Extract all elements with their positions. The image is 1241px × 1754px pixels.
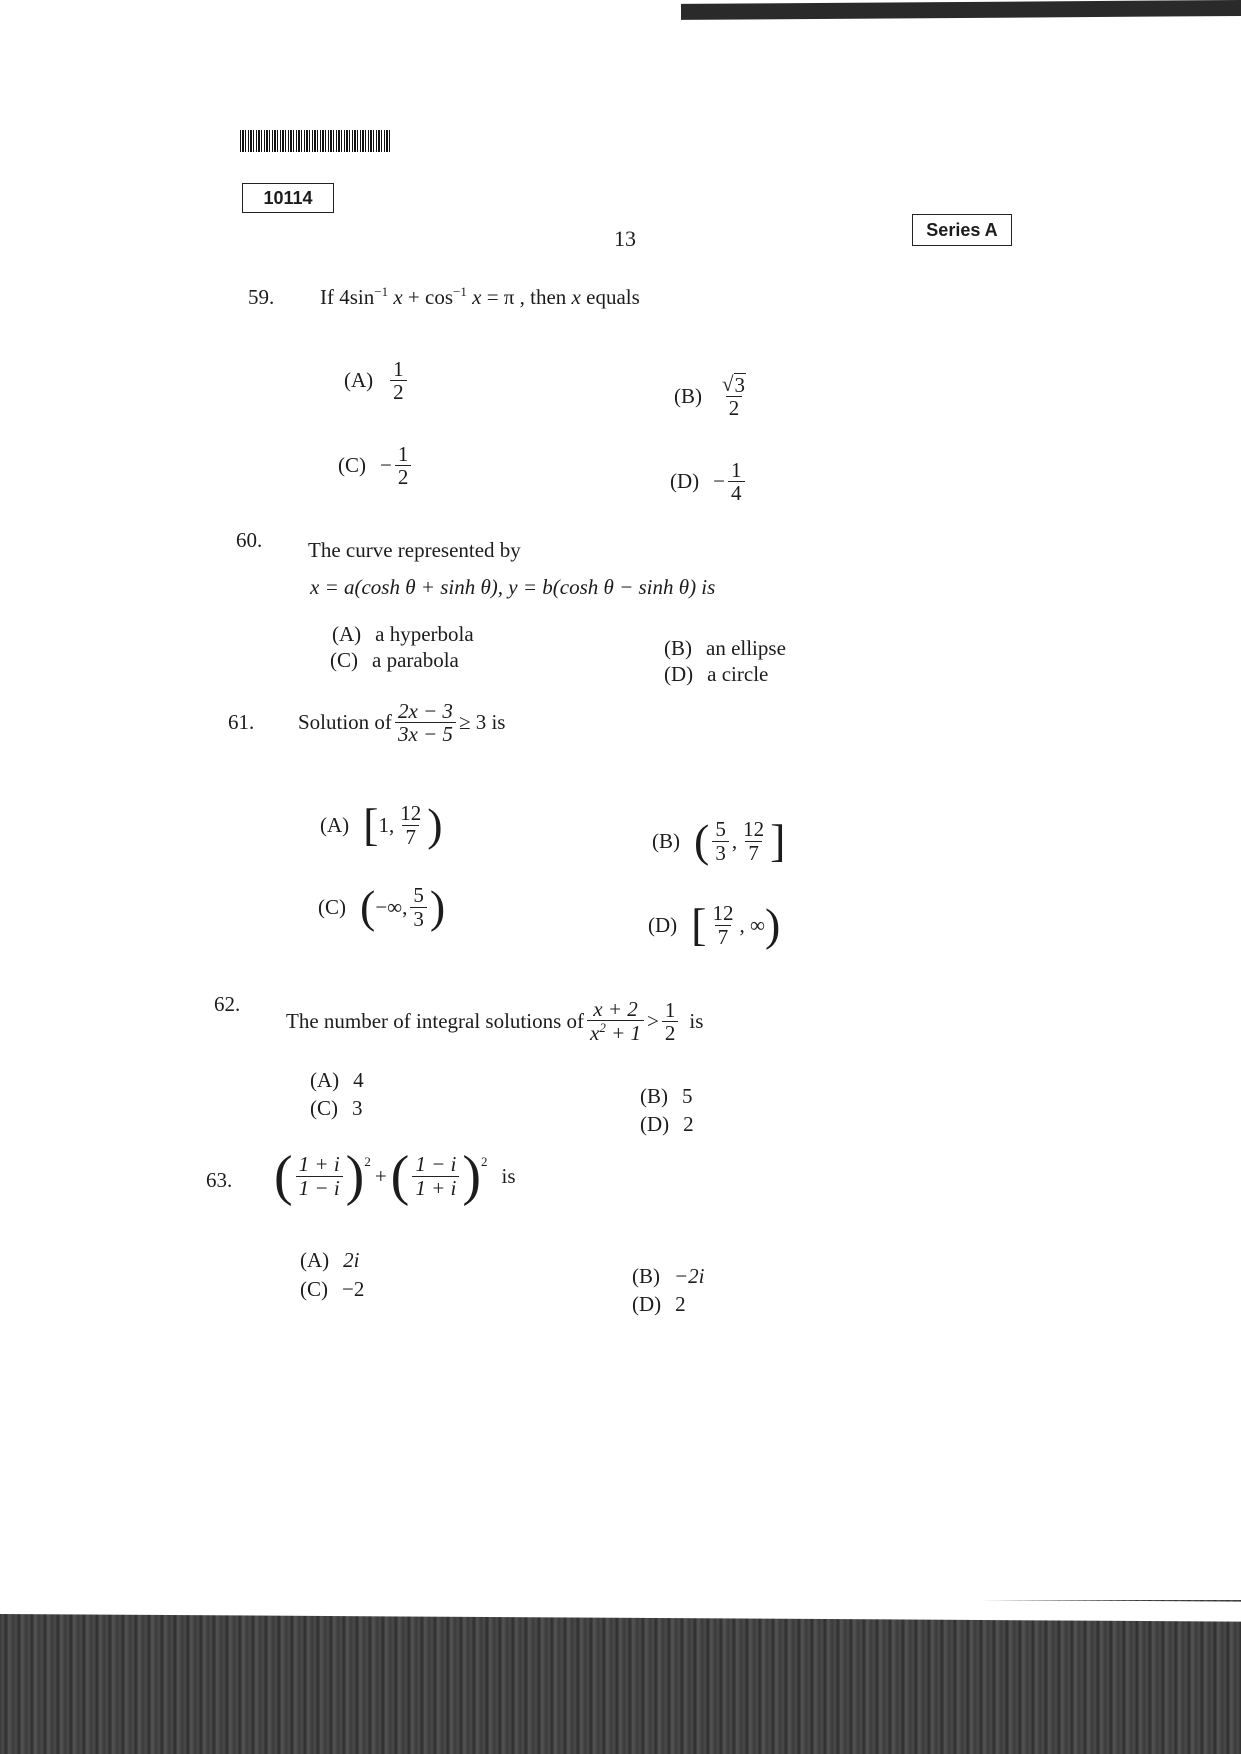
question-text-line1: The curve represented by (308, 538, 521, 562)
option-c[interactable] (318, 881, 446, 932)
fraction (395, 700, 456, 745)
option-c[interactable] (330, 648, 459, 673)
fraction (395, 443, 412, 488)
numerator: 5 (715, 817, 726, 842)
denominator (587, 1020, 644, 1044)
fraction (587, 998, 644, 1044)
separator: , (731, 828, 738, 853)
plus-sign: + (374, 1163, 387, 1188)
interval-part: , ∞ (739, 912, 765, 937)
denominator: 2 (390, 380, 407, 403)
question-number: 62. (214, 992, 241, 1016)
option-a[interactable] (320, 799, 443, 850)
option-c[interactable] (300, 1277, 364, 1302)
question-text-line2: x = a(cosh θ + sinh θ), y = b(cosh θ − sinh θ) is (310, 575, 716, 599)
minus-sign: − (713, 469, 725, 494)
stem-part: > (647, 1008, 659, 1033)
option-text: 3 (352, 1096, 363, 1120)
open-bracket: [ (363, 799, 379, 850)
option-text: 5 (682, 1084, 693, 1108)
option-label: (A) (320, 812, 350, 837)
fraction (390, 358, 407, 403)
exponent: 2 (364, 1154, 371, 1169)
den-part: + 1 (605, 1021, 642, 1046)
fraction (740, 818, 767, 863)
page-number: 13 (614, 226, 636, 251)
option-b[interactable] (640, 1084, 693, 1109)
barcode (240, 130, 390, 152)
exponent: 2 (481, 1154, 488, 1169)
option-label: (D) (648, 912, 678, 937)
numerator: 1 + i (298, 1152, 340, 1177)
stem-part: is (501, 1163, 516, 1188)
fraction (412, 1153, 459, 1198)
option-label: (B) (664, 636, 692, 660)
option-label: (D) (632, 1292, 662, 1316)
sqrt: √ 3 (722, 372, 746, 397)
numerator: 12 (712, 901, 734, 926)
option-text: 2i (343, 1248, 360, 1272)
fraction (719, 373, 749, 419)
numerator: 1 (664, 997, 676, 1022)
variable: x (571, 285, 581, 309)
stem-part: is (689, 1008, 704, 1033)
option-a[interactable] (332, 622, 474, 647)
close-paren: ) (345, 1145, 365, 1207)
fraction (662, 999, 679, 1044)
denominator: 7 (745, 841, 762, 864)
denominator: 1 + i (412, 1176, 459, 1199)
question-number: 61. (228, 710, 255, 734)
stem-part: Solution of (298, 710, 392, 735)
option-text: 2 (683, 1112, 694, 1136)
option-label: (B) (632, 1264, 660, 1288)
superscript: −1 (453, 284, 467, 299)
fraction (712, 818, 729, 863)
option-a[interactable] (344, 358, 410, 403)
fraction (410, 884, 427, 929)
option-d[interactable] (670, 459, 748, 504)
superscript: −1 (374, 284, 389, 299)
option-d[interactable] (640, 1112, 694, 1137)
option-text: an ellipse (706, 636, 786, 660)
option-a[interactable] (310, 1068, 364, 1093)
numerator: 1 − i (415, 1152, 457, 1177)
option-label: (C) (318, 894, 346, 919)
denominator: 2 (395, 465, 412, 488)
numerator: x + 2 (593, 997, 638, 1021)
interval-part: 1, (378, 812, 395, 837)
question-text (274, 1145, 516, 1207)
denominator: 3 (410, 907, 427, 930)
option-d[interactable] (648, 899, 781, 950)
stem-part: ≥ 3 is (458, 710, 506, 735)
question-number: 59. (248, 285, 275, 309)
stem-part: + cos (407, 285, 454, 309)
numerator: 1 (393, 357, 404, 381)
option-label: (D) (670, 469, 700, 494)
minus-sign: − (380, 453, 392, 478)
option-b[interactable] (632, 1264, 705, 1289)
variable: x (393, 285, 403, 309)
close-paren: ) (462, 1145, 481, 1207)
option-a[interactable] (300, 1248, 360, 1273)
scan-edge-bottom (0, 1600, 1241, 1754)
denominator: 2 (726, 396, 743, 419)
superscript: 2 (599, 1020, 606, 1036)
open-bracket: ( (360, 881, 376, 932)
option-label: (A) (344, 368, 374, 393)
fraction (296, 1153, 343, 1198)
option-label: (D) (640, 1112, 670, 1136)
option-label: (A) (332, 622, 362, 646)
option-b[interactable] (652, 815, 786, 866)
question-text (286, 998, 703, 1044)
option-d[interactable] (664, 662, 768, 687)
variable: x (472, 285, 482, 309)
denominator: 7 (402, 825, 419, 848)
denominator: 7 (715, 925, 732, 948)
denominator: 1 − i (296, 1176, 343, 1199)
option-label: (B) (652, 828, 680, 853)
numerator: 1 (397, 442, 409, 466)
scan-edge-top (681, 0, 1241, 20)
stem-part: = π , then (486, 285, 572, 309)
paper-code: 10114 (242, 183, 334, 213)
denominator: 3 (712, 841, 729, 864)
numerator: 1 (731, 458, 742, 482)
question-number: 60. (236, 528, 263, 552)
stem-part: equals (580, 285, 640, 309)
close-bracket: ) (764, 899, 781, 950)
option-text: a circle (707, 662, 769, 686)
question-number: 63. (206, 1168, 233, 1192)
option-label: (C) (338, 453, 366, 478)
denominator: 3x − 5 (395, 722, 456, 745)
option-label: (A) (300, 1248, 330, 1272)
option-label: (B) (640, 1084, 668, 1108)
series-label: Series A (912, 214, 1012, 246)
open-bracket: [ (691, 899, 707, 950)
option-b[interactable] (664, 636, 786, 661)
option-label: (A) (310, 1068, 340, 1092)
numerator: 12 (743, 817, 765, 842)
denominator: 4 (728, 481, 745, 504)
fraction (728, 459, 745, 504)
open-bracket: ( (694, 815, 710, 866)
option-d[interactable] (632, 1292, 686, 1317)
option-label: (C) (310, 1096, 338, 1120)
option-label: (D) (664, 662, 694, 686)
option-label: (C) (300, 1277, 328, 1301)
option-text: −2i (674, 1264, 705, 1288)
question-text (298, 700, 505, 745)
den-var: x (590, 1021, 600, 1046)
numerator: 5 (413, 883, 424, 908)
numerator (719, 373, 749, 396)
fraction (709, 902, 736, 947)
numerator: 12 (400, 801, 422, 826)
option-b[interactable] (674, 373, 752, 419)
question-text (320, 284, 640, 310)
option-c[interactable] (310, 1096, 363, 1121)
stem-part: If 4sin (320, 285, 375, 309)
open-paren: ( (274, 1145, 293, 1207)
option-label: (C) (330, 648, 358, 672)
option-text: 4 (353, 1068, 364, 1092)
radicand: 3 (734, 373, 746, 397)
open-paren: ( (390, 1145, 410, 1207)
close-bracket: ) (427, 799, 443, 850)
close-bracket: ) (429, 881, 446, 932)
close-bracket: ] (770, 815, 786, 866)
fraction (397, 802, 424, 847)
option-text: 2 (675, 1292, 686, 1316)
stem-part: The number of integral solutions of (286, 1008, 585, 1033)
option-text: a hyperbola (375, 622, 474, 646)
option-text: a parabola (372, 648, 459, 672)
numerator: 2x − 3 (397, 699, 453, 723)
option-text: −2 (342, 1277, 365, 1301)
denominator: 2 (662, 1021, 679, 1044)
interval-part: −∞, (375, 894, 408, 919)
option-label: (B) (674, 383, 702, 408)
option-c[interactable] (338, 443, 414, 488)
